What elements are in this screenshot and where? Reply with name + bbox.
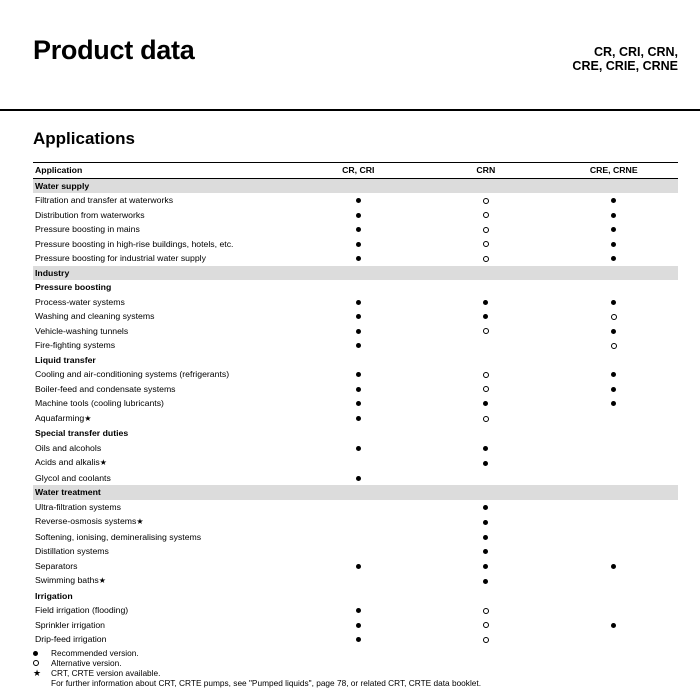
mark-cell-crn: [422, 222, 549, 237]
filled-dot-icon: [356, 314, 361, 319]
application-cell: [33, 382, 294, 397]
mark-cell-crn: [422, 338, 549, 353]
application-cell: [33, 530, 294, 545]
mark-cell-cre-crne: [549, 251, 678, 266]
mark-cell-cr-cri: [294, 441, 422, 456]
mark-cell-cre-crne: [549, 295, 678, 310]
mark-cell-cr-cri: [294, 309, 422, 324]
mark-cell-cr-cri: [294, 514, 422, 530]
subcategory-row: [33, 280, 678, 295]
mark-cell-crn: [422, 237, 549, 252]
application-label: Oils and alcohols: [35, 442, 102, 453]
filled-dot-icon: [356, 343, 361, 348]
application-cell: [33, 544, 294, 559]
mark-cell-crn: [422, 193, 549, 208]
application-cell: [33, 559, 294, 574]
column-header-cre-crne: CRE, CRNE: [549, 163, 678, 179]
application-cell: [33, 411, 294, 427]
application-label: Process-water systems: [35, 296, 125, 307]
application-cell: [33, 309, 294, 324]
mark-cell-crn: [422, 632, 549, 647]
star-icon: ★: [99, 458, 107, 467]
open-circle-icon: [611, 314, 617, 320]
mark-cell-cr-cri: [294, 208, 422, 223]
mark-cell-crn: [422, 251, 549, 266]
application-cell: [33, 455, 294, 471]
application-cell: [33, 514, 294, 530]
star-icon: ★: [33, 668, 42, 678]
application-label: Drip-feed irrigation: [35, 634, 107, 644]
open-circle-icon: [483, 372, 489, 378]
mark-cell-cre-crne: [549, 544, 678, 559]
filled-dot-icon: [483, 520, 488, 525]
filled-dot-icon: [611, 401, 616, 406]
table-row: [33, 632, 678, 647]
mark-cell-cr-cri: [294, 396, 422, 411]
filled-dot-icon: [356, 416, 361, 421]
filled-dot-icon: [356, 476, 361, 481]
mark-cell-cr-cri: [294, 324, 422, 339]
mark-cell-cre-crne: [549, 632, 678, 647]
filled-dot-icon: [483, 535, 488, 540]
table-row: [33, 237, 678, 252]
legend-note: For further information about CRT, CRTE pumps, see "Pumped liquids", page 78, or related CRT, CRTE data booklet.: [51, 678, 482, 688]
open-circle-icon: [483, 386, 489, 392]
subcategory-row: [33, 589, 678, 604]
mark-cell-cre-crne: [549, 471, 678, 486]
filled-dot-icon: [483, 300, 488, 305]
subcategory-label: Irrigation: [35, 590, 73, 601]
mark-cell-cre-crne: [549, 573, 678, 589]
mark-cell-cr-cri: [294, 559, 422, 574]
subcategory-label: Pressure boosting: [35, 282, 112, 292]
application-cell: [33, 208, 294, 223]
open-circle-icon: [611, 343, 617, 349]
table-row: [33, 382, 678, 397]
subcategory-label: Special transfer duties: [35, 428, 129, 438]
mark-cell-crn: [422, 455, 549, 471]
application-label: Reverse-osmosis systems: [35, 516, 137, 526]
table-row: [33, 396, 678, 411]
subcategory-row: [33, 426, 678, 441]
application-label: Cooling and air-conditioning systems (refrigerants): [35, 369, 230, 379]
open-circle-icon: [33, 660, 39, 666]
application-label: Sprinkler irrigation: [35, 619, 106, 630]
table-row: [33, 193, 678, 208]
filled-dot-icon: [356, 387, 361, 392]
filled-dot-icon: [611, 256, 616, 261]
open-circle-icon: [483, 622, 489, 628]
application-label: Fire-fighting systems: [35, 340, 116, 350]
mark-cell-cre-crne: [549, 193, 678, 208]
mark-cell-cr-cri: [294, 500, 422, 515]
open-circle-icon: [483, 328, 489, 334]
open-circle-icon: [483, 241, 489, 247]
legend-alternative-text: Alternative version.: [51, 658, 122, 668]
mark-cell-cre-crne: [549, 411, 678, 427]
mark-cell-cr-cri: [294, 632, 422, 647]
filled-dot-icon: [356, 637, 361, 642]
table-row: [33, 559, 678, 574]
mark-cell-cre-crne: [549, 222, 678, 237]
application-label: Glycol and coolants: [35, 472, 111, 483]
open-circle-icon: [483, 212, 489, 218]
table-row: [33, 208, 678, 223]
header-divider: [0, 109, 700, 111]
mark-cell-cre-crne: [549, 455, 678, 471]
application-label: Boiler-feed and condensate systems: [35, 383, 176, 394]
category-row: [33, 485, 678, 500]
filled-dot-icon: [611, 387, 616, 392]
mark-cell-cr-cri: [294, 251, 422, 266]
filled-dot-icon: [356, 564, 361, 569]
application-cell: [33, 396, 294, 411]
applications-table: [33, 162, 678, 647]
mark-cell-cr-cri: [294, 530, 422, 545]
column-header-crn: CRN: [422, 163, 549, 179]
filled-dot-icon: [356, 372, 361, 377]
table-row: [33, 441, 678, 456]
mark-cell-cre-crne: [549, 618, 678, 633]
filled-dot-icon: [611, 213, 616, 218]
page-title: Product data: [33, 35, 195, 65]
mark-cell-crn: [422, 618, 549, 633]
mark-cell-cre-crne: [549, 514, 678, 530]
mark-cell-crn: [422, 411, 549, 427]
table-row: [33, 544, 678, 559]
filled-dot-icon: [483, 505, 488, 510]
application-label: Distillation systems: [35, 546, 109, 556]
category-row: [33, 266, 678, 281]
mark-cell-crn: [422, 441, 549, 456]
star-icon: ★: [98, 576, 106, 585]
mark-cell-cr-cri: [294, 222, 422, 237]
application-cell: [33, 632, 294, 647]
filled-dot-icon: [356, 198, 361, 203]
legend-crt-text: CRT, CRTE version available.: [51, 668, 161, 678]
filled-dot-icon: [356, 623, 361, 628]
mark-cell-cre-crne: [549, 367, 678, 382]
filled-dot-icon: [611, 242, 616, 247]
table-row: [33, 603, 678, 618]
open-circle-icon: [483, 608, 489, 614]
column-header-cr-cri: CR, CRI: [294, 163, 422, 179]
application-label: Swimming baths: [35, 575, 99, 585]
filled-dot-icon: [611, 227, 616, 232]
filled-dot-icon: [356, 227, 361, 232]
mark-cell-crn: [422, 603, 549, 618]
mark-cell-cre-crne: [549, 396, 678, 411]
application-label: Field irrigation (flooding): [35, 605, 129, 615]
mark-cell-cre-crne: [549, 382, 678, 397]
table-row: [33, 500, 678, 515]
table-row: [33, 573, 678, 589]
filled-dot-icon: [483, 579, 488, 584]
legend-recommended: [33, 648, 481, 658]
filled-dot-icon: [483, 446, 488, 451]
application-cell: [33, 367, 294, 382]
mark-cell-cr-cri: [294, 411, 422, 427]
application-label: Separators: [35, 560, 78, 571]
application-cell: [33, 573, 294, 589]
category-row: [33, 178, 678, 193]
mark-cell-crn: [422, 295, 549, 310]
mark-cell-cre-crne: [549, 530, 678, 545]
table-row: [33, 295, 678, 310]
mark-cell-cr-cri: [294, 455, 422, 471]
mark-cell-cre-crne: [549, 208, 678, 223]
mark-cell-cre-crne: [549, 441, 678, 456]
mark-cell-cre-crne: [549, 309, 678, 324]
application-label: Acids and alkalis: [35, 457, 100, 467]
filled-dot-icon: [356, 242, 361, 247]
mark-cell-cr-cri: [294, 603, 422, 618]
filled-dot-icon: [483, 461, 488, 466]
filled-dot-icon: [356, 329, 361, 334]
mark-cell-crn: [422, 500, 549, 515]
open-circle-icon: [483, 637, 489, 643]
filled-dot-icon: [356, 300, 361, 305]
mark-cell-crn: [422, 559, 549, 574]
open-circle-icon: [483, 256, 489, 262]
application-cell: [33, 193, 294, 208]
application-label: Vehicle-washing tunnels: [35, 325, 129, 336]
table-row: [33, 455, 678, 471]
application-cell: [33, 324, 294, 339]
application-cell: [33, 295, 294, 310]
mark-cell-cr-cri: [294, 618, 422, 633]
mark-cell-crn: [422, 530, 549, 545]
filled-dot-icon: [356, 401, 361, 406]
table-row: [33, 251, 678, 266]
mark-cell-cre-crne: [549, 324, 678, 339]
mark-cell-cre-crne: [549, 338, 678, 353]
table-body: [33, 178, 678, 647]
mark-cell-cr-cri: [294, 338, 422, 353]
application-label: Aquafarming: [35, 412, 85, 423]
filled-dot-icon: [356, 256, 361, 261]
application-cell: [33, 222, 294, 237]
table-row: [33, 530, 678, 545]
application-label: Softening, ionising, demineralising systems: [35, 531, 202, 542]
mark-cell-crn: [422, 544, 549, 559]
application-label: Washing and cleaning systems: [35, 311, 155, 321]
model-list-line-2: CRE, CRIE, CRNE: [572, 59, 678, 73]
filled-dot-icon: [483, 549, 488, 554]
legend-crt: [33, 668, 481, 678]
application-label: Pressure boosting for industrial water supply: [35, 253, 206, 263]
mark-cell-crn: [422, 514, 549, 530]
subcategory-label: Liquid transfer: [35, 354, 96, 365]
mark-cell-crn: [422, 471, 549, 486]
table-row: [33, 222, 678, 237]
category-label: Water treatment: [33, 485, 678, 500]
mark-cell-cr-cri: [294, 193, 422, 208]
filled-dot-icon: [483, 564, 488, 569]
application-label: Pressure boosting in high-rise buildings, hotels, etc.: [35, 238, 234, 249]
column-header-application: Application: [33, 163, 294, 179]
table-row: [33, 471, 678, 486]
mark-cell-cr-cri: [294, 471, 422, 486]
application-label: Ultra-filtration systems: [35, 501, 121, 512]
mark-cell-crn: [422, 309, 549, 324]
application-cell: [33, 251, 294, 266]
filled-dot-icon: [611, 198, 616, 203]
table-row: [33, 338, 678, 353]
application-cell: [33, 618, 294, 633]
mark-cell-cre-crne: [549, 559, 678, 574]
table-row: [33, 324, 678, 339]
category-label: Water supply: [33, 178, 678, 193]
filled-dot-icon: [33, 651, 38, 656]
table-row: [33, 367, 678, 382]
table-row: [33, 618, 678, 633]
filled-dot-icon: [483, 314, 488, 319]
legend-alternative: [33, 658, 481, 668]
filled-dot-icon: [611, 300, 616, 305]
legend: [33, 648, 481, 688]
table-header-row: [33, 163, 678, 179]
application-cell: [33, 237, 294, 252]
filled-dot-icon: [356, 446, 361, 451]
section-heading: Applications: [33, 129, 136, 148]
mark-cell-cre-crne: [549, 603, 678, 618]
open-circle-icon: [483, 416, 489, 422]
mark-cell-crn: [422, 573, 549, 589]
application-cell: [33, 603, 294, 618]
application-label: Pressure boosting in mains: [35, 224, 140, 234]
application-label: Distribution from waterworks: [35, 209, 145, 220]
mark-cell-cr-cri: [294, 544, 422, 559]
mark-cell-cr-cri: [294, 367, 422, 382]
mark-cell-cr-cri: [294, 237, 422, 252]
filled-dot-icon: [611, 623, 616, 628]
application-cell: [33, 338, 294, 353]
mark-cell-cr-cri: [294, 573, 422, 589]
mark-cell-crn: [422, 382, 549, 397]
application-cell: [33, 500, 294, 515]
open-circle-icon: [483, 227, 489, 233]
model-list: [572, 45, 678, 73]
open-circle-icon: [483, 198, 489, 204]
filled-dot-icon: [356, 608, 361, 613]
application-cell: [33, 441, 294, 456]
mark-cell-cre-crne: [549, 500, 678, 515]
application-label: Machine tools (cooling lubricants): [35, 398, 164, 408]
star-icon: ★: [136, 517, 144, 526]
mark-cell-cr-cri: [294, 382, 422, 397]
model-list-line-1: CR, CRI, CRN,: [593, 45, 678, 59]
application-cell: [33, 471, 294, 486]
filled-dot-icon: [356, 213, 361, 218]
mark-cell-crn: [422, 208, 549, 223]
filled-dot-icon: [483, 401, 488, 406]
table-row: [33, 411, 678, 427]
filled-dot-icon: [611, 329, 616, 334]
mark-cell-cre-crne: [549, 237, 678, 252]
legend-recommended-text: Recommended version.: [51, 648, 139, 658]
mark-cell-crn: [422, 324, 549, 339]
subcategory-row: [33, 353, 678, 368]
filled-dot-icon: [611, 564, 616, 569]
star-icon: ★: [84, 413, 92, 423]
mark-cell-crn: [422, 367, 549, 382]
application-label: Filtration and transfer at waterworks: [35, 195, 174, 205]
mark-cell-crn: [422, 396, 549, 411]
mark-cell-cr-cri: [294, 295, 422, 310]
table-row: [33, 309, 678, 324]
filled-dot-icon: [611, 372, 616, 377]
category-label: Industry: [33, 266, 678, 281]
table-row: [33, 514, 678, 530]
